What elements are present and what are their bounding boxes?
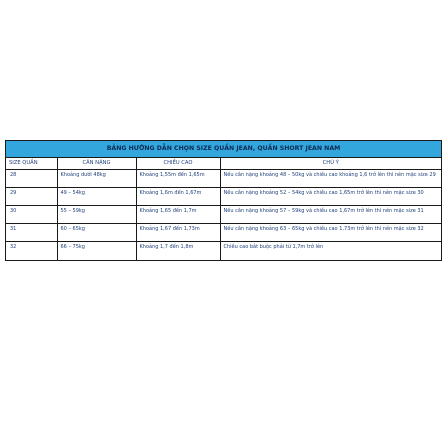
note-cell: Nếu cân nặng khoảng 57 – 59kg và chiều cao 1,67m trở lên thì nên mặc size 31	[220, 206, 441, 224]
header-weight: CÂN NẶNG	[57, 158, 136, 170]
weight-cell: 49 – 54kg	[57, 188, 136, 206]
size-cell: 28	[6, 170, 57, 188]
size-cell: 31	[6, 224, 57, 242]
note-cell: Nếu cân nặng khoảng 63 – 65kg và chiều cao 1,73m trở lên thì nên mặc size 32	[220, 224, 441, 242]
table-row	[6, 188, 441, 206]
table-row	[6, 206, 441, 224]
size-cell: 29	[6, 188, 57, 206]
header-note: CHÚ Ý	[220, 158, 441, 170]
height-cell: Khoảng 1,6m đến 1,67m	[136, 188, 220, 206]
table-title: BẢNG HƯỚNG DẪN CHỌN SIZE QUẦN JEAN, QUẦN SHORT JEAN NAM	[6, 141, 441, 158]
header-height: CHIỀU CAO	[136, 158, 220, 170]
size-cell: 32	[6, 242, 57, 260]
weight-cell: 60 – 65kg	[57, 224, 136, 242]
table-row	[6, 170, 441, 188]
height-cell: Khoảng 1,67 đến 1,73m	[136, 224, 220, 242]
height-cell: Khoảng 1,7 đến 1,8m	[136, 242, 220, 260]
height-cell: Khoảng 1,55m đến 1,65m	[136, 170, 220, 188]
header-row	[6, 158, 441, 170]
height-cell: Khoảng 1,65 đến 1,7m	[136, 206, 220, 224]
weight-cell: 55 – 59kg	[57, 206, 136, 224]
weight-cell: 66 – 75kg	[57, 242, 136, 260]
table-row	[6, 224, 441, 242]
note-cell: Nếu cân nặng khoảng 52 – 54kg và chiều cao 1,65m trở lên thì nên mặc size 30	[220, 188, 441, 206]
note-cell: Nếu cân nặng khoảng 48 – 50kg và chiều cao khoảng 1,6 trở lên thì nên mặc size 29	[220, 170, 441, 188]
table-row	[6, 242, 441, 260]
weight-cell: Khoảng dưới 48kg	[57, 170, 136, 188]
size-guide-table-container	[5, 140, 442, 261]
size-guide-table	[6, 158, 441, 260]
note-cell: Chiều cao bắt buộc phải từ 1,7m trở lên	[220, 242, 441, 260]
header-size: SIZE QUẦN	[6, 158, 57, 170]
size-cell: 30	[6, 206, 57, 224]
